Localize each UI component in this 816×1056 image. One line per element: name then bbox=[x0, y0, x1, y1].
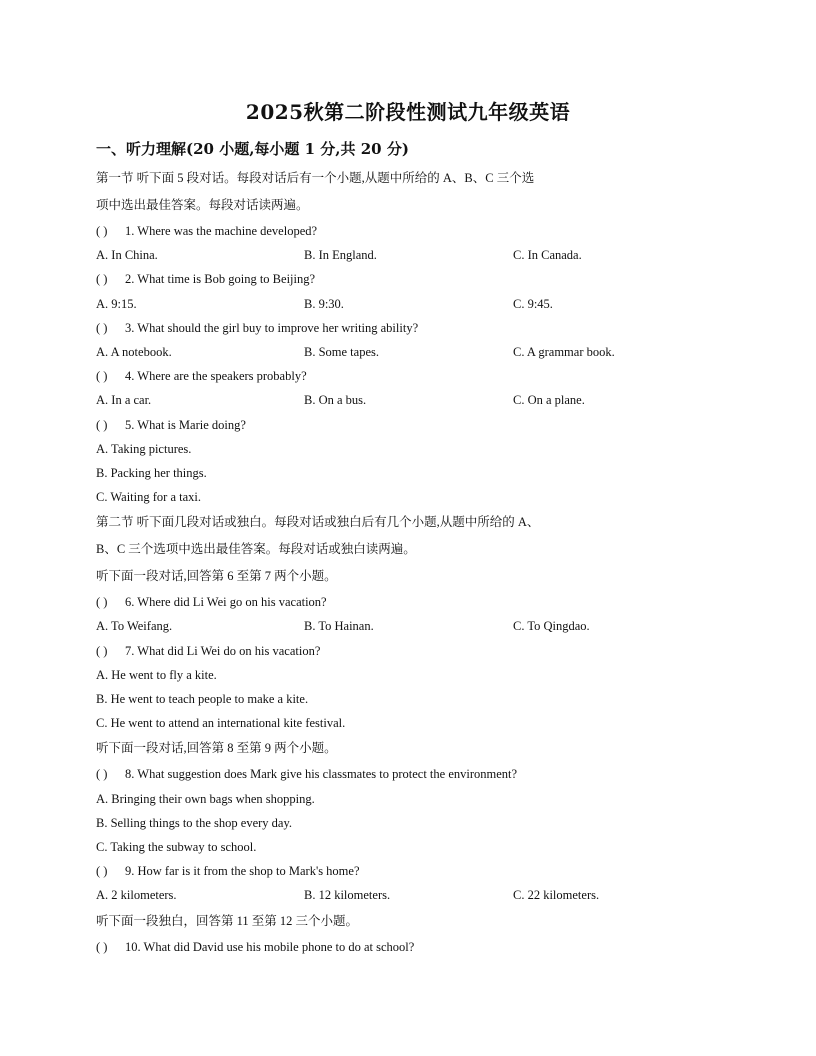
option-c: C. A grammar book. bbox=[513, 344, 615, 359]
instruction-8-9: 听下面一段对话,回答第 8 至第 9 两个小题。 bbox=[96, 741, 337, 756]
option-a: A. In a car. bbox=[96, 393, 152, 408]
option-b: B. He went to teach people to make a kite. bbox=[96, 692, 309, 706]
options-9 bbox=[96, 883, 736, 907]
question-text: 4. Where are the speakers probably? bbox=[125, 369, 307, 384]
part2-intro-line-1: 第二节 听下面几段对话或独白。每段对话或独白后有几个小题,从题中所给的 A、 bbox=[96, 515, 540, 530]
options-4 bbox=[96, 388, 736, 412]
answer-blank[interactable]: ( ) bbox=[96, 369, 108, 384]
question-9 bbox=[96, 859, 736, 883]
option-b: B. 9:30. bbox=[304, 296, 344, 311]
question-4 bbox=[96, 364, 736, 388]
question-text: 5. What is Marie doing? bbox=[125, 417, 246, 432]
section-heading: 一、听力理解(20 小题,每小题 1 分,共 20 分) bbox=[96, 140, 409, 158]
question-7 bbox=[96, 639, 736, 663]
option-b: B. Selling things to the shop every day. bbox=[96, 815, 293, 830]
options-6 bbox=[96, 614, 736, 638]
instruction-6-7: 听下面一段对话,回答第 6 至第 7 两个小题。 bbox=[96, 569, 337, 584]
answer-blank[interactable]: ( ) bbox=[96, 320, 108, 335]
option-c: C. In Canada. bbox=[513, 248, 582, 263]
question-text: 8. What suggestion does Mark give his classmates to protect the environment? bbox=[125, 767, 518, 782]
page-title: 2025秋第二阶段性测试九年级英语 bbox=[245, 100, 571, 124]
option-b: B. Packing her things. bbox=[96, 465, 207, 480]
option-b: B. Some tapes. bbox=[304, 344, 379, 359]
option-a: A. He went to fly a kite. bbox=[96, 667, 217, 682]
answer-blank[interactable]: ( ) bbox=[96, 643, 108, 658]
option-b: B. To Hainan. bbox=[304, 619, 374, 634]
option-c: C. 22 kilometers. bbox=[513, 888, 600, 903]
option-a: A. 2 kilometers. bbox=[96, 888, 177, 903]
options-2 bbox=[96, 292, 736, 316]
option-b: B. In England. bbox=[304, 248, 377, 263]
option-b: B. On a bus. bbox=[304, 393, 367, 408]
question-10 bbox=[96, 935, 736, 959]
answer-blank[interactable]: ( ) bbox=[96, 595, 108, 610]
option-a: A. 9:15. bbox=[96, 296, 137, 311]
question-text: 3. What should the girl buy to improve her writing ability? bbox=[125, 320, 419, 335]
option-a: A. To Weifang. bbox=[96, 619, 173, 634]
option-c: C. On a plane. bbox=[513, 393, 585, 408]
option-a: A. Taking pictures. bbox=[96, 441, 192, 456]
answer-blank[interactable]: ( ) bbox=[96, 272, 108, 287]
question-text: 2. What time is Bob going to Beijing? bbox=[125, 272, 316, 287]
option-c: C. Waiting for a taxi. bbox=[96, 490, 201, 505]
question-text: 9. How far is it from the shop to Mark's home? bbox=[125, 864, 360, 879]
question-6 bbox=[96, 590, 736, 614]
option-a: A. In China. bbox=[96, 248, 158, 263]
question-text: 1. Where was the machine developed? bbox=[125, 224, 318, 238]
option-c: C. 9:45. bbox=[513, 296, 553, 311]
answer-blank[interactable]: ( ) bbox=[96, 224, 108, 238]
question-3 bbox=[96, 316, 736, 340]
option-c: C. Taking the subway to school. bbox=[96, 839, 257, 854]
question-8 bbox=[96, 762, 736, 786]
option-b: B. 12 kilometers. bbox=[304, 888, 391, 903]
part2-intro-line-2: B、C 三个选项中选出最佳答案。每段对话或独白读两遍。 bbox=[96, 542, 416, 557]
answer-blank[interactable]: ( ) bbox=[96, 939, 108, 954]
question-2 bbox=[96, 267, 736, 291]
question-text: 10. What did David use his mobile phone to do at school? bbox=[125, 939, 415, 954]
question-text: 6. Where did Li Wei go on his vacation? bbox=[125, 595, 327, 610]
option-c: C. To Qingdao. bbox=[513, 619, 590, 634]
part1-intro-line-1: 第一节 听下面 5 段对话。每段对话后有一个小题,从题中所给的 A、B、C 三个选 bbox=[96, 171, 535, 185]
question-1 bbox=[96, 219, 736, 243]
question-text: 7. What did Li Wei do on his vacation? bbox=[125, 643, 321, 658]
part1-intro-line-2: 项中选出最佳答案。每段对话读两遍。 bbox=[96, 198, 309, 212]
options-3 bbox=[96, 340, 736, 364]
option-a: A. A notebook. bbox=[96, 344, 172, 359]
option-c: C. He went to attend an international kite festival. bbox=[96, 716, 346, 731]
instruction-11-12: 听下面一段独白，回答第 11 至第 12 三个小题。 bbox=[96, 913, 359, 928]
options-1 bbox=[96, 243, 736, 267]
answer-blank[interactable]: ( ) bbox=[96, 767, 108, 782]
option-a: A. Bringing their own bags when shopping. bbox=[96, 791, 315, 806]
answer-blank[interactable]: ( ) bbox=[96, 417, 108, 432]
question-5 bbox=[96, 413, 736, 437]
listening-section bbox=[96, 165, 736, 959]
answer-blank[interactable]: ( ) bbox=[96, 864, 108, 879]
